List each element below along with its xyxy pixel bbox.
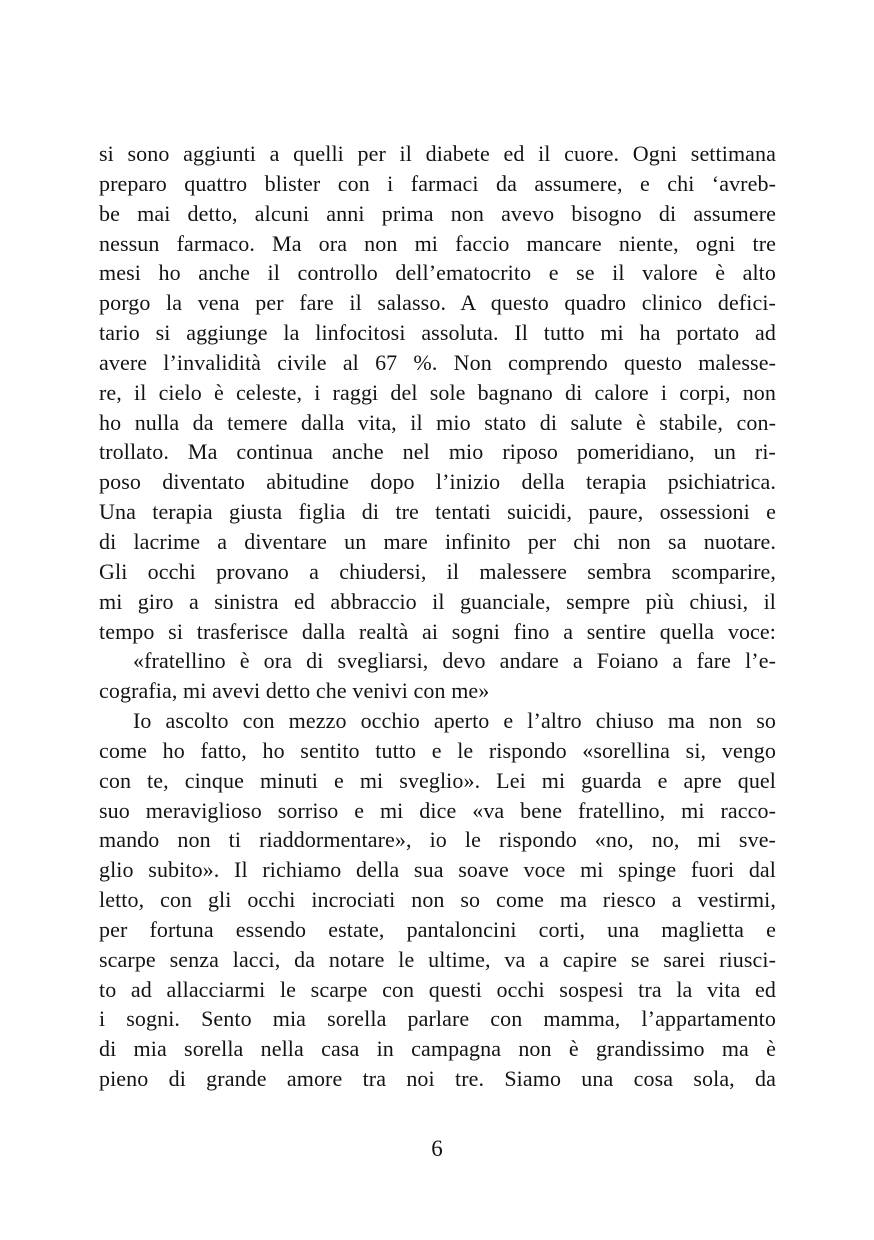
text-line: i sogni. Sento mia sorella parlare con mamma, l’appartamento	[99, 1006, 776, 1032]
text-line: suo meraviglioso sorriso e mi dice «va bene fratellino, mi racco-	[99, 797, 776, 823]
text-line: glio subito». Il richiamo della sua soave voce mi spinge fuori dal	[99, 857, 776, 883]
text-line: Io ascolto con mezzo occhio aperto e l’altro chiuso ma non so	[133, 708, 776, 734]
text-line: pieno di grande amore tra noi tre. Siamo una cosa sola, da	[99, 1066, 776, 1092]
text-line: avere l’invalidità civile al 67 %. Non comprendo questo malesse-	[99, 349, 776, 375]
text-line: trollato. Ma continua anche nel mio riposo pomeridiano, un ri-	[99, 439, 776, 465]
text-line: mi giro a sinistra ed abbraccio il guanciale, sempre più chiusi, il	[99, 588, 776, 614]
text-line: scarpe senza lacci, da notare le ultime, va a capire se sarei riusci-	[99, 946, 776, 972]
text-line: tempo si trasferisce dalla realtà ai sogni fino a sentire quella voce:	[99, 618, 776, 644]
text-line: di mia sorella nella casa in campagna non è grandissimo ma è	[99, 1036, 776, 1062]
text-line: mesi ho anche il controllo dell’ematocrito e se il valore è alto	[99, 260, 776, 286]
text-line: be mai detto, alcuni anni prima non avevo bisogno di assumere	[99, 200, 776, 226]
text-line: come ho fatto, ho sentito tutto e le rispondo «sorellina si, vengo	[99, 737, 776, 763]
text-line: Una terapia giusta figlia di tre tentati suicidi, paure, ossessioni e	[99, 499, 776, 525]
text-line: si sono aggiunti a quelli per il diabete ed il cuore. Ogni settimana	[99, 141, 776, 166]
text-line: tario si aggiunge la linfocitosi assoluta. Il tutto mi ha portato ad	[99, 320, 776, 346]
text-line: re, il cielo è celeste, i raggi del sole bagnano di calore i corpi, non	[99, 379, 776, 405]
text-line: per fortuna essendo estate, pantaloncini corti, una maglietta e	[99, 916, 776, 942]
text-line: mando non ti riaddormentare», io le rispondo «no, no, mi sve-	[99, 827, 776, 853]
text-line: cografia, mi avevi detto che venivi con me»	[99, 678, 490, 704]
text-line: «fratellino è ora di svegliarsi, devo andare a Foiano a fare l’e-	[133, 648, 776, 674]
text-line: porgo la vena per fare il salasso. A questo quadro clinico defici-	[99, 290, 776, 316]
text-line: di lacrime a diventare un mare infinito per chi non sa nuotare.	[99, 528, 776, 554]
text-line: preparo quattro blister con i farmaci da assumere, e chi ‘avreb-	[99, 170, 776, 196]
text-line: letto, con gli occhi incrociati non so come ma riesco a vestirmi,	[99, 887, 776, 913]
text-line: Gli occhi provano a chiudersi, il malessere sembra scomparire,	[99, 558, 776, 584]
text-block	[99, 139, 776, 1094]
text-line: con te, cinque minuti e mi sveglio». Lei mi guarda e apre quel	[99, 767, 776, 793]
text-line: nessun farmaco. Ma ora non mi faccio mancare niente, ogni tre	[99, 230, 776, 256]
text-line: to ad allacciarmi le scarpe con questi occhi sospesi tra la vita ed	[99, 976, 776, 1002]
text-line: ho nulla da temere dalla vita, il mio stato di salute è stabile, con-	[99, 409, 776, 435]
text-line: poso diventato abitudine dopo l’inizio della terapia psichiatrica.	[99, 469, 776, 495]
page-number: 6	[431, 1136, 443, 1161]
